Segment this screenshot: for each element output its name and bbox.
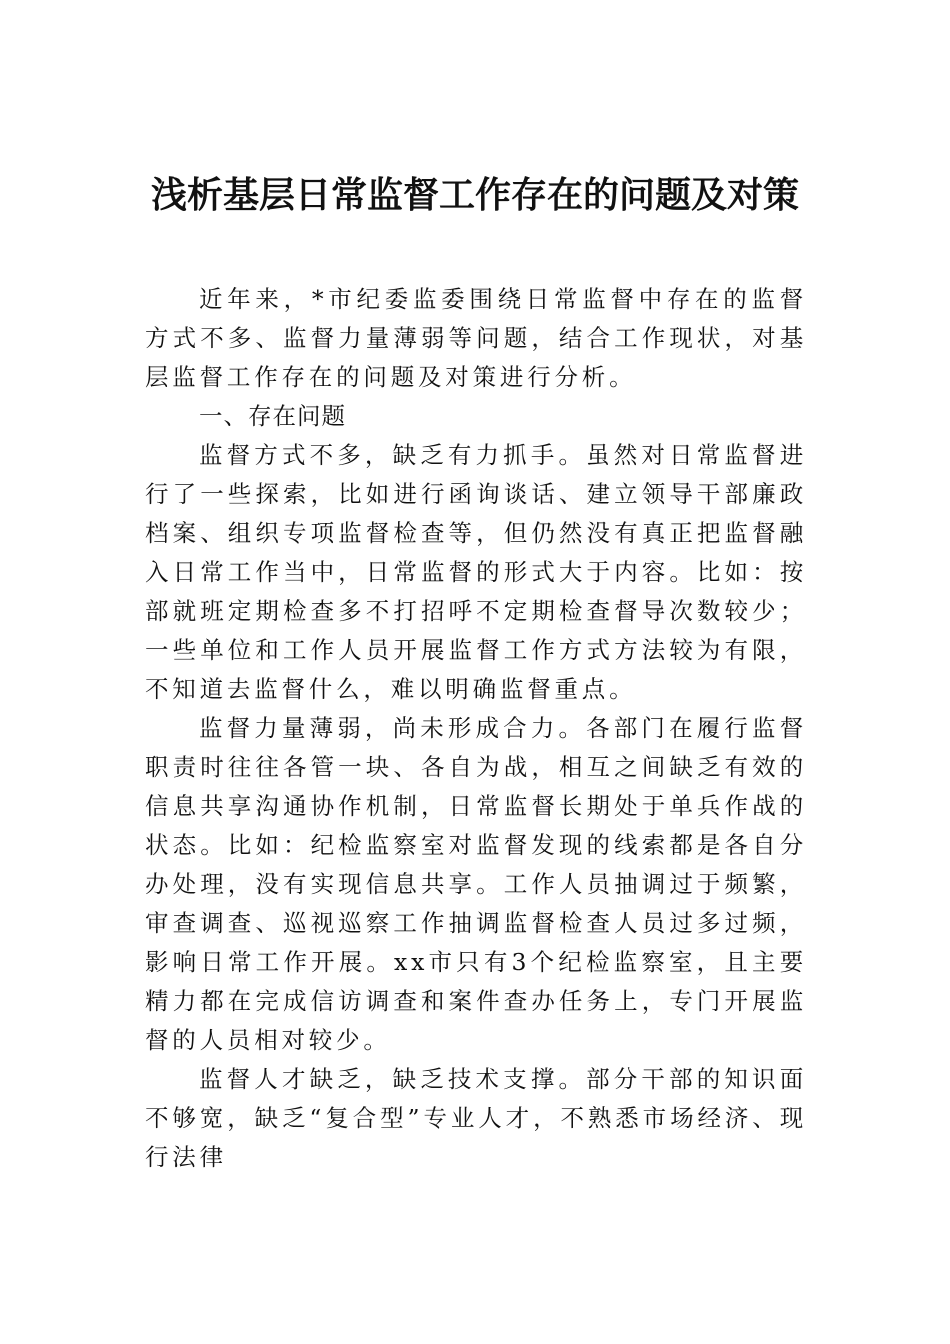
section-heading: 一、存在问题 — [199, 402, 346, 430]
paragraph-supervision-force: 监督力量薄弱，尚未形成合力。各部门在履行监督职责时往往各管一块、各自为战，相互之间缺乏有效的信息共享沟通协作机制，日常监督长期处于单兵作战的状态。比如：纪检监察室对监督发现的线索都是各自分办处理，没有实现信息共享。工作人员抽调过于频繁，审查调查、巡视巡察工作抽调监督检查人员过多过频，影响日常工作开展。xx市只有3个纪检监察室，且主要精力都在完成信访调查和案件查办任务上，专门开展监督的人员相对较少。 — [145, 714, 807, 1054]
document-title: 浅析基层日常监督工作存在的问题及对策 — [150, 174, 799, 216]
document-body — [145, 280, 807, 1177]
paragraph-supervision-methods: 监督方式不多，缺乏有力抓手。虽然对日常监督进行了一些探索，比如进行函询谈话、建立领导干部廉政档案、组织专项监督检查等，但仍然没有真正把监督融入日常工作当中，日常监督的形式大于内容。比如：按部就班定期检查多不打招呼不定期检查督导次数较少；一些单位和工作人员开展监督工作方式方法较为有限，不知道去监督什么，难以明确监督重点。 — [145, 441, 807, 703]
paragraph-supervision-talent: 监督人才缺乏，缺乏技术支撑。部分干部的知识面不够宽，缺乏“复合型”专业人才，不熟悉市场经济、现行法律 — [145, 1065, 807, 1171]
intro-paragraph: 近年来，*市纪委监委围绕日常监督中存在的监督方式不多、监督力量薄弱等问题，结合工作现状，对基层监督工作存在的问题及对策进行分析。 — [145, 285, 807, 391]
